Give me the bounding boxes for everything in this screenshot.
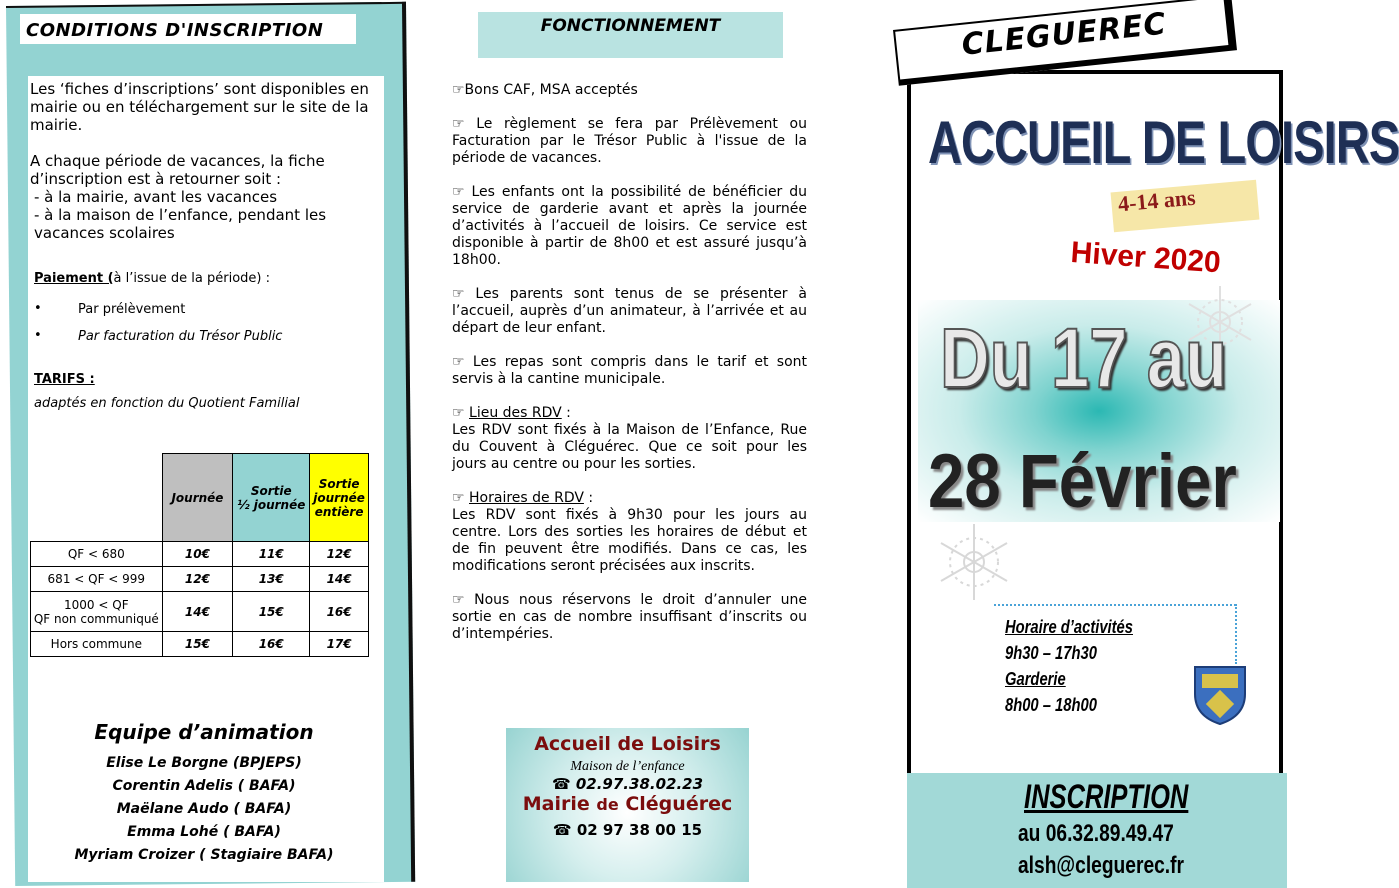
team-member: Corentin Adelis ( BAFA) — [112, 778, 296, 794]
table-corner — [31, 454, 163, 542]
coat-of-arms-icon — [1192, 664, 1248, 726]
contact-info — [506, 733, 749, 839]
mairie-label-de: de — [596, 795, 619, 814]
paragraph: ☞ Lieu des RDV : Les RDV sont fixés à la Maison de l’Enfance, Rue du Couvent à Cléguérec. Que ce soit pour les jours au centre ou pour les sorties. — [452, 405, 807, 472]
tarifs-table — [30, 453, 369, 657]
row-label: Hors commune — [31, 632, 163, 657]
mairie-label-2: Cléguérec — [625, 793, 733, 815]
payment-label: Paiement ( — [34, 271, 114, 286]
inscription-email: alsh@cleguerec.fr — [1018, 852, 1184, 879]
header-demi — [233, 454, 310, 542]
mairie-line — [506, 793, 749, 815]
cell-entiere: 16€ — [310, 592, 369, 632]
table-row — [31, 632, 369, 657]
paragraph: ☞ Les enfants ont la possibilité de bénéficier du service de garderie avant et après la journée d’activités à l’accueil de loisirs. Ce service est disponible à partir de 8h00 et est assuré jusqu’à 18h00. — [452, 184, 807, 268]
cell-journee: 12€ — [162, 567, 233, 592]
header-demi-line2: ½ journée — [237, 497, 306, 512]
season-label: Hiver 2020 — [1069, 236, 1222, 280]
table-row — [31, 567, 369, 592]
row-label-line2: QF non communiqué — [33, 611, 159, 626]
cell-demi: 11€ — [233, 542, 310, 567]
cell-journee: 14€ — [162, 592, 233, 632]
paragraph: ☞Bons CAF, MSA acceptés — [452, 82, 638, 98]
fonctionnement-title: FONCTIONNEMENT — [540, 16, 721, 36]
contact-phone-1: ☎ 02.97.38.02.23 — [551, 775, 704, 793]
rdv-place-text: Les RDV sont fixés à la Maison de l’Enfance, Rue du Couvent à Cléguérec. Que ce soit pour les jours au centre ou pour les sorties. — [452, 422, 807, 472]
mairie-label-1: Mairie — [522, 793, 590, 815]
return-option-1: - à la mairie, avant les vacances — [34, 188, 278, 206]
cell-entiere: 17€ — [310, 632, 369, 657]
paragraph: ☞ Le règlement se fera par Prélèvement ou Facturation par le Trésor Public à l'issue de la période de vacances. — [452, 116, 807, 166]
cell-demi: 16€ — [233, 632, 310, 657]
rdv-hours-heading: Horaires de RDV — [469, 490, 584, 506]
cell-journee: 15€ — [162, 632, 233, 657]
date-line-1: Du 17 au — [940, 311, 1228, 405]
paragraph: ☞ Les parents sont tenus de se présenter à l’accueil, auprès d’un animateur, à l’arrivée et au départ de leur enfant. — [452, 286, 807, 336]
date-line-2: 28 Février — [928, 439, 1237, 524]
row-label: 681 < QF < 999 — [31, 567, 163, 592]
table-row — [31, 542, 369, 567]
header-demi-line1: Sortie — [250, 483, 292, 498]
payment-option-2: Par facturation du Trésor Public — [78, 329, 283, 344]
row-label — [31, 592, 163, 632]
age-range: 4-14 ans — [1117, 184, 1197, 217]
team-member: Myriam Croizer ( Stagiaire BAFA) — [74, 847, 334, 863]
town-name: CLEGUEREC — [960, 6, 1169, 63]
inscription-title: INSCRIPTION — [1024, 778, 1189, 816]
cell-demi: 13€ — [233, 567, 310, 592]
contact-name: Accueil de Loisirs — [534, 733, 721, 755]
payment-rest: à l’issue de la période) : — [113, 271, 270, 286]
paragraph: ☞ Nous nous réservons le droit d’annuler une sortie en cas de nombre insuffisant d’inscrits ou d’intempéries. — [452, 592, 807, 642]
rdv-hours-text: Les RDV sont fixés à 9h30 pour les jours au centre. Lors des sorties les horaires de début et de fin peuvent être modifiés. Dans ce cas, les modifications seront précisées aux inscrits. — [452, 507, 807, 574]
return-intro: A chaque période de vacances, la fiche d’inscription est à retourner soit : — [30, 152, 325, 188]
return-option-2: - à la maison de l’enfance, pendant les vacances scolaires — [34, 206, 327, 242]
bullet-2: • — [34, 328, 42, 343]
contact-subtitle: Maison de l’enfance — [570, 759, 685, 774]
cell-journee: 10€ — [162, 542, 233, 567]
activity-hours-label: Horaire d’activités — [1005, 617, 1133, 637]
garderie-label: Garderie — [1005, 669, 1066, 689]
team-member: Maëlane Audo ( BAFA) — [116, 801, 292, 817]
paragraph: ☞ Horaires de RDV : Les RDV sont fixés à 9h30 pour les jours au centre. Lors des sorties les horaires de début et de fin peuvent être modifiés. Dans ce cas, les modifications seront précisées aux inscrits. — [452, 490, 807, 574]
paragraph: ☞ Les repas sont compris dans le tarif et sont servis à la cantine municipale. — [452, 354, 807, 387]
row-label-line1: 1000 < QF — [64, 597, 129, 612]
intro-text: Les ‘fiches d’inscriptions’ sont disponibles en mairie ou en téléchargement sur le site de la mairie. — [30, 80, 369, 134]
cell-entiere: 12€ — [310, 542, 369, 567]
header-journee: Journée — [162, 454, 233, 542]
team-title: Equipe d’animation — [94, 720, 314, 744]
garderie-hours: 8h00 – 18h00 — [1005, 695, 1097, 715]
activity-hours: 9h30 – 17h30 — [1005, 643, 1097, 663]
snowflake-icon — [932, 520, 1016, 604]
header-entiere: Sortie journée entière — [310, 454, 369, 542]
cell-demi: 15€ — [233, 592, 310, 632]
team-list — [30, 752, 378, 867]
row-label: QF < 680 — [31, 542, 163, 567]
main-title: ACCUEIL DE LOISIRS — [928, 109, 1399, 176]
payment-option-1: Par prélèvement — [78, 302, 186, 317]
payment-heading — [34, 270, 270, 287]
schedule-divider-vertical — [1235, 604, 1237, 664]
table-row — [31, 592, 369, 632]
conditions-title: CONDITIONS D'INSCRIPTION — [26, 20, 324, 41]
team-member: Elise Le Borgne (BPJEPS) — [106, 755, 302, 771]
contact-phone-2: ☎ 02 97 38 00 15 — [552, 821, 703, 839]
tarifs-subtitle: adaptés en fonction du Quotient Familial — [34, 396, 300, 411]
cell-entiere: 14€ — [310, 567, 369, 592]
schedule-divider — [994, 604, 1236, 606]
inscription-phone: au 06.32.89.49.47 — [1018, 820, 1174, 847]
bullet-1: • — [34, 301, 42, 316]
fonctionnement-text — [452, 82, 807, 660]
team-member: Emma Lohé ( BAFA) — [127, 824, 281, 840]
tarifs-label: TARIFS : — [34, 372, 95, 387]
rdv-place-heading: Lieu des RDV — [469, 405, 562, 421]
